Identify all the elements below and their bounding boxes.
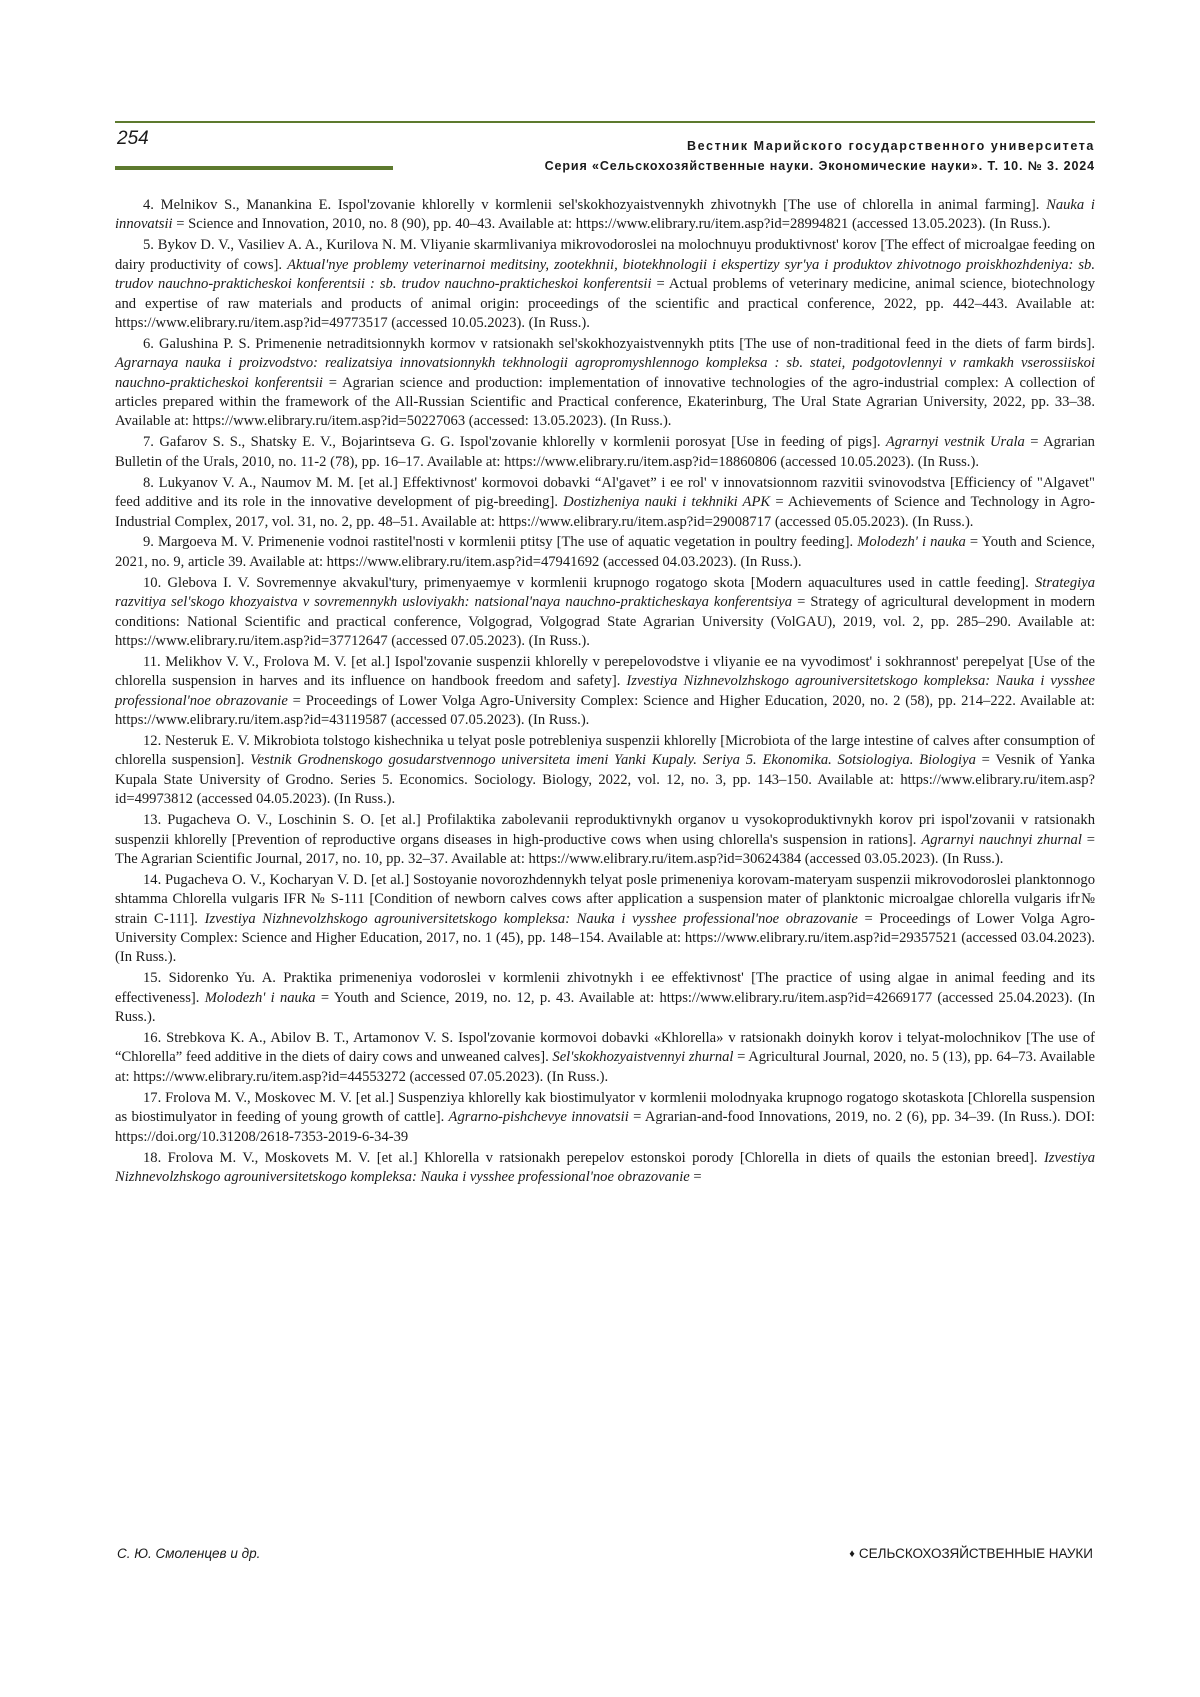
reference-source: Izvestiya Nizhnevolzhskogo agrouniversitetskogo kompleksa: Nauka i vysshee professional'noe obrazovanie bbox=[115, 673, 1095, 708]
reference-text: 5. Bykov D. V., Vasiliev A. A., Kurilova N. M. Vliyanie skarmlivaniya mikrovodoroslei na molochnuyu produktivnost' korov [The effect of microalgae feeding on dairy productivity of cows]. bbox=[115, 237, 1095, 272]
reference-entry bbox=[115, 533, 1095, 572]
header-top-rule bbox=[115, 121, 1095, 123]
reference-source: Molodezh' i nauka bbox=[205, 990, 316, 1006]
reference-source: Strategiya razvitiya sel'skogo khozyaistva v sovremennykh usloviyakh: natsional'naya nauchno-prakticheskaya konferentsiya bbox=[115, 575, 1095, 610]
reference-entry bbox=[115, 969, 1095, 1027]
reference-text: = Achievements of Science and Technology in Agro-Industrial Complex, 2017, vol. 31, no. 2, pp. 48–51. Available at: https://www.elibrary.ru/item.asp?id=29008717 (accessed 05.05.2023). (In Russ.). bbox=[115, 494, 1095, 529]
reference-text: 13. Pugacheva O. V., Loschinin S. O. [et al.] Profilaktika zabolevanii reproduktivnykh organov u vysokoproduktivnykh korov pri ispol'zovanii v ratsionakh suspenzii khlorelly [Prevention of reproductive organs diseases in high-productive cows when using chlorella's suspension in rations]. bbox=[115, 812, 1095, 847]
reference-source: Dostizheniya nauki i tekhniki APK bbox=[563, 494, 770, 510]
reference-source: Agrarno-pishchevye innovatsii bbox=[449, 1109, 629, 1125]
reference-entry bbox=[115, 732, 1095, 810]
journal-title: Вестник Марийского государственного университета bbox=[687, 139, 1095, 153]
reference-text: 7. Gafarov S. S., Shatsky E. V., Bojarintseva G. G. Ispol'zovanie khlorelly v kormlenii porosyat [Use in feeding of pigs]. bbox=[143, 434, 886, 450]
reference-entry bbox=[115, 1089, 1095, 1147]
reference-text: 8. Lukyanov V. A., Naumov M. M. [et al.] Effektivnost' kormovoi dobavki “Al'gavet” i ee rol' v innovatsionnom razvitii svinovodstva [Efficiency of "Algavet" feed additive and its role in the innovative development of pig-breeding]. bbox=[115, 475, 1095, 510]
footer-authors: С. Ю. Смоленцев и др. bbox=[117, 1546, 260, 1561]
reference-text: = Youth and Science, 2019, no. 12, p. 43. Available at: https://www.elibrary.ru/item.asp?id=42669177 (accessed 25.04.2023). (In Russ.). bbox=[115, 990, 1095, 1025]
reference-text: 18. Frolova M. V., Moskovets M. V. [et al.] Khlorella v ratsionakh perepelov estonskoi porody [Chlorella in diets of quails the estonian breed]. bbox=[143, 1150, 1044, 1166]
reference-entry bbox=[115, 653, 1095, 731]
reference-text: = Agrarian-and-food Innovations, 2019, no. 2 (6), pp. 34–39. (In Russ.). DOI: https://doi.org/10.31208/2618-7353-2019-6-34-39 bbox=[115, 1109, 1095, 1144]
footer-section bbox=[849, 1546, 1093, 1561]
reference-entry bbox=[115, 574, 1095, 652]
reference-source: Sel'skokhozyaistvennyi zhurnal bbox=[552, 1049, 733, 1065]
reference-entry bbox=[115, 811, 1095, 869]
reference-text: = Agrarian science and production: implementation of innovative technologies of the agro-industrial complex: A collection of articles prepared within the framework of the All-Russian Scientific and Practical conference, Ekaterinburg, The Ural State Agrarian University, 2022, pp. 33–38. Available at: https://www.elibrary.ru/item.asp?id=50227063 (accessed: 13.05.2023). (In Russ.). bbox=[115, 375, 1095, 430]
reference-text: = Proceedings of Lower Volga Agro-University Complex: Science and Higher Education, 2020, no. 2 (58), pp. 214–222. Available at: https://www.elibrary.ru/item.asp?id=43119587 (accessed 07.05.2023). (In Russ.). bbox=[115, 693, 1095, 728]
series-row bbox=[115, 159, 1095, 177]
reference-text: = Agricultural Journal, 2020, no. 5 (13), pp. 64–73. Available at: https://www.elibrary.ru/item.asp?id=44553272 (accessed 07.05.2023). (In Russ.). bbox=[115, 1049, 1095, 1084]
reference-source: Agrarnaya nauka i proizvodstvo: realizatsiya innovatsionnykh tekhnologii agropromyshlennogo kompleksa : sb. statei, podgotovlennyi v ramkakh vserossiiskoi nauchno-prakticheskoi konferentsii bbox=[115, 355, 1095, 390]
reference-entry bbox=[115, 871, 1095, 968]
reference-text: = Agrarian Bulletin of the Urals, 2010, no. 11-2 (78), pp. 16–17. Available at: https://www.elibrary.ru/item.asp?id=18860806 (accessed 10.05.2023). (In Russ.). bbox=[115, 434, 1095, 469]
reference-text: 6. Galushina P. S. Primenenie netraditsionnykh kormov v ratsionakh sel'skokhozyaistvennykh ptits [The use of non-traditional feed in the diets of farm birds]. bbox=[143, 336, 1095, 352]
reference-entry bbox=[115, 1029, 1095, 1087]
reference-text: 17. Frolova M. V., Moskovec M. V. [et al.] Suspenziya khlorelly kak biostimulyator v kormlenii molodnyaka krupnogo rogatogo skotaskota [Chlorella suspension as biostimulyator in feeding of young growth of cattle]. bbox=[115, 1090, 1095, 1125]
reference-text: 11. Melikhov V. V., Frolova M. V. [et al.] Ispol'zovanie suspenzii khlorelly v perepelovodstve i vliyanie ee na vyvodimost' i sokhrannost' perepelyat [Use of the chlorella suspension in harves and its influence on handbook freedom and safety]. bbox=[115, 654, 1095, 689]
reference-text: = Youth and Science, 2021, no. 9, article 39. Available at: https://www.elibrary.ru/item.asp?id=47941692 (accessed 04.03.2023). (In Russ.). bbox=[115, 534, 1095, 569]
reference-text: = Actual problems of veterinary medicine, animal science, biotechnology and expertise of raw materials and products of animal origin: proceedings of the scientific and practical conference, 2022, pp. 442–443. Available at: https://www.elibrary.ru/item.asp?id=49773517 (accessed 10.05.2023). (In Russ.). bbox=[115, 276, 1095, 331]
series-accent-bar bbox=[115, 166, 393, 170]
reference-entry bbox=[115, 236, 1095, 333]
reference-text: 12. Nesteruk E. V. Mikrobiota tolstogo kishechnika u telyat posle potrebleniya suspenzii khlorelly [Microbiota of the large intestine of calves after consumption of chlorella suspension]. bbox=[115, 733, 1095, 768]
reference-source: Izvestiya Nizhnevolzhskogo agrouniversitetskogo kompleksa: Nauka i vysshee professional'noe obrazovanie bbox=[205, 911, 858, 927]
reference-source: Molodezh' i nauka bbox=[857, 534, 966, 550]
reference-source: Vestnik Grodnenskogo gosudarstvennogo universiteta imeni Yanki Kupaly. Seriya 5. Ekonomika. Sotsiologiya. Biologiya bbox=[250, 752, 976, 768]
reference-text: 10. Glebova I. V. Sovremennye akvakul'tury, primenyaemye v kormlenii krupnogo rogatogo skota [Modern aquacultures used in cattle feeding]. bbox=[143, 575, 1035, 591]
reference-entry bbox=[115, 196, 1095, 235]
reference-text: = Strategy of agricultural development in modern conditions: National Scientific and practical conference, Volgograd, Volgograd State Agrarian University (VolGAU), 2019, vol. 2, pp. 285–290. Available at: https://www.elibrary.ru/item.asp?id=37712647 (accessed 07.05.2023). (In Russ.). bbox=[115, 594, 1095, 649]
reference-entry bbox=[115, 474, 1095, 532]
reference-entry bbox=[115, 335, 1095, 432]
footer-section-label: СЕЛЬСКОХОЗЯЙСТВЕННЫЕ НАУКИ bbox=[859, 1546, 1093, 1561]
reference-text: = Science and Innovation, 2010, no. 8 (90), pp. 40–43. Available at: https://www.elibrary.ru/item.asp?id=28994821 (accessed 13.05.2023). (In Russ.). bbox=[173, 216, 1051, 232]
reference-text: 9. Margoeva M. V. Primenenie vodnoi rastitel'nosti v kormlenii ptitsy [The use of aquatic vegetation in poultry feeding]. bbox=[143, 534, 857, 550]
reference-source: Nauka i innovatsii bbox=[115, 197, 1095, 232]
reference-text: = The Agrarian Scientific Journal, 2017, no. 10, pp. 32–37. Available at: https://www.elibrary.ru/item.asp?id=30624384 (accessed 03.05.2023). (In Russ.). bbox=[115, 832, 1095, 867]
series-title: Серия «Сельскохозяйственные науки. Экономические науки». Т. 10. № 3. 2024 bbox=[545, 159, 1095, 173]
reference-list bbox=[115, 196, 1095, 1189]
reference-source: Agrarnyi nauchnyi zhurnal bbox=[921, 832, 1082, 848]
reference-text: 15. Sidorenko Yu. A. Praktika primeneniya vodoroslei v kormlenii zhivotnykh i ee effektivnost' [The practice of using algae in animal feeding and its effectiveness]. bbox=[115, 970, 1095, 1005]
reference-entry bbox=[115, 433, 1095, 472]
reference-text: 14. Pugacheva O. V., Kocharyan V. D. [et al.] Sostoyanie novorozhdennykh telyat posle primeneniya korovam-materyam suspenzii mikrovodoroslei planktonnogo shtamma Chlorella vulgaris IFR № S-111 [Condition of newborn calves cows after application a suspension mater of planktonic microalgae chlorella vulgaris ifr№ strain C-111]. bbox=[115, 872, 1095, 927]
reference-text: = Proceedings of Lower Volga Agro-University Complex: Science and Higher Education, 2017, no. 1 (45), pp. 148–154. Available at: https://www.elibrary.ru/item.asp?id=29357521 (accessed 03.04.2023). (In Russ.). bbox=[115, 911, 1095, 966]
reference-text: 4. Melnikov S., Manankina E. Ispol'zovanie khlorelly v kormlenii sel'skokhozyaistvennykh zhivotnykh [The use of chlorella in animal farming]. bbox=[143, 197, 1046, 213]
reference-text: = Vesnik of Yanka Kupala State University of Grodno. Series 5. Economics. Sociology. Biology, 2022, vol. 12, no. 3, pp. 143–150. Available at: https://www.elibrary.ru/item.asp?id=49973812 (accessed 04.05.2023). (In Russ.). bbox=[115, 752, 1095, 807]
diamond-icon: ♦ bbox=[849, 1548, 855, 1560]
reference-text: 16. Strebkova K. A., Abilov B. T., Artamonov V. S. Ispol'zovanie kormovoi dobavki «Khlorella» v ratsionakh doinykh korov i telyat-molochnikov [The use of “Chlorella” feed additive in the diets of dairy cows and unweaned calves]. bbox=[115, 1030, 1095, 1065]
reference-entry bbox=[115, 1149, 1095, 1188]
reference-text: = bbox=[690, 1169, 702, 1185]
reference-source: Agrarnyi vestnik Urala bbox=[886, 434, 1025, 450]
reference-source: Aktual'nye problemy veterinarnoi meditsiny, zootekhnii, biotekhnologii i ekspertizy syr'ya i produktov zhivotnogo proiskhozhdeniya: sb. trudov nauchno-prakticheskoi konferentsii : sb. trudov nauchno-prakticheskoi konferentsii bbox=[115, 257, 1095, 292]
page-number: 254 bbox=[117, 128, 149, 150]
reference-source: Izvestiya Nizhnevolzhskogo agrouniversitetskogo kompleksa: Nauka i vysshee professional'noe obrazovanie bbox=[115, 1150, 1095, 1185]
